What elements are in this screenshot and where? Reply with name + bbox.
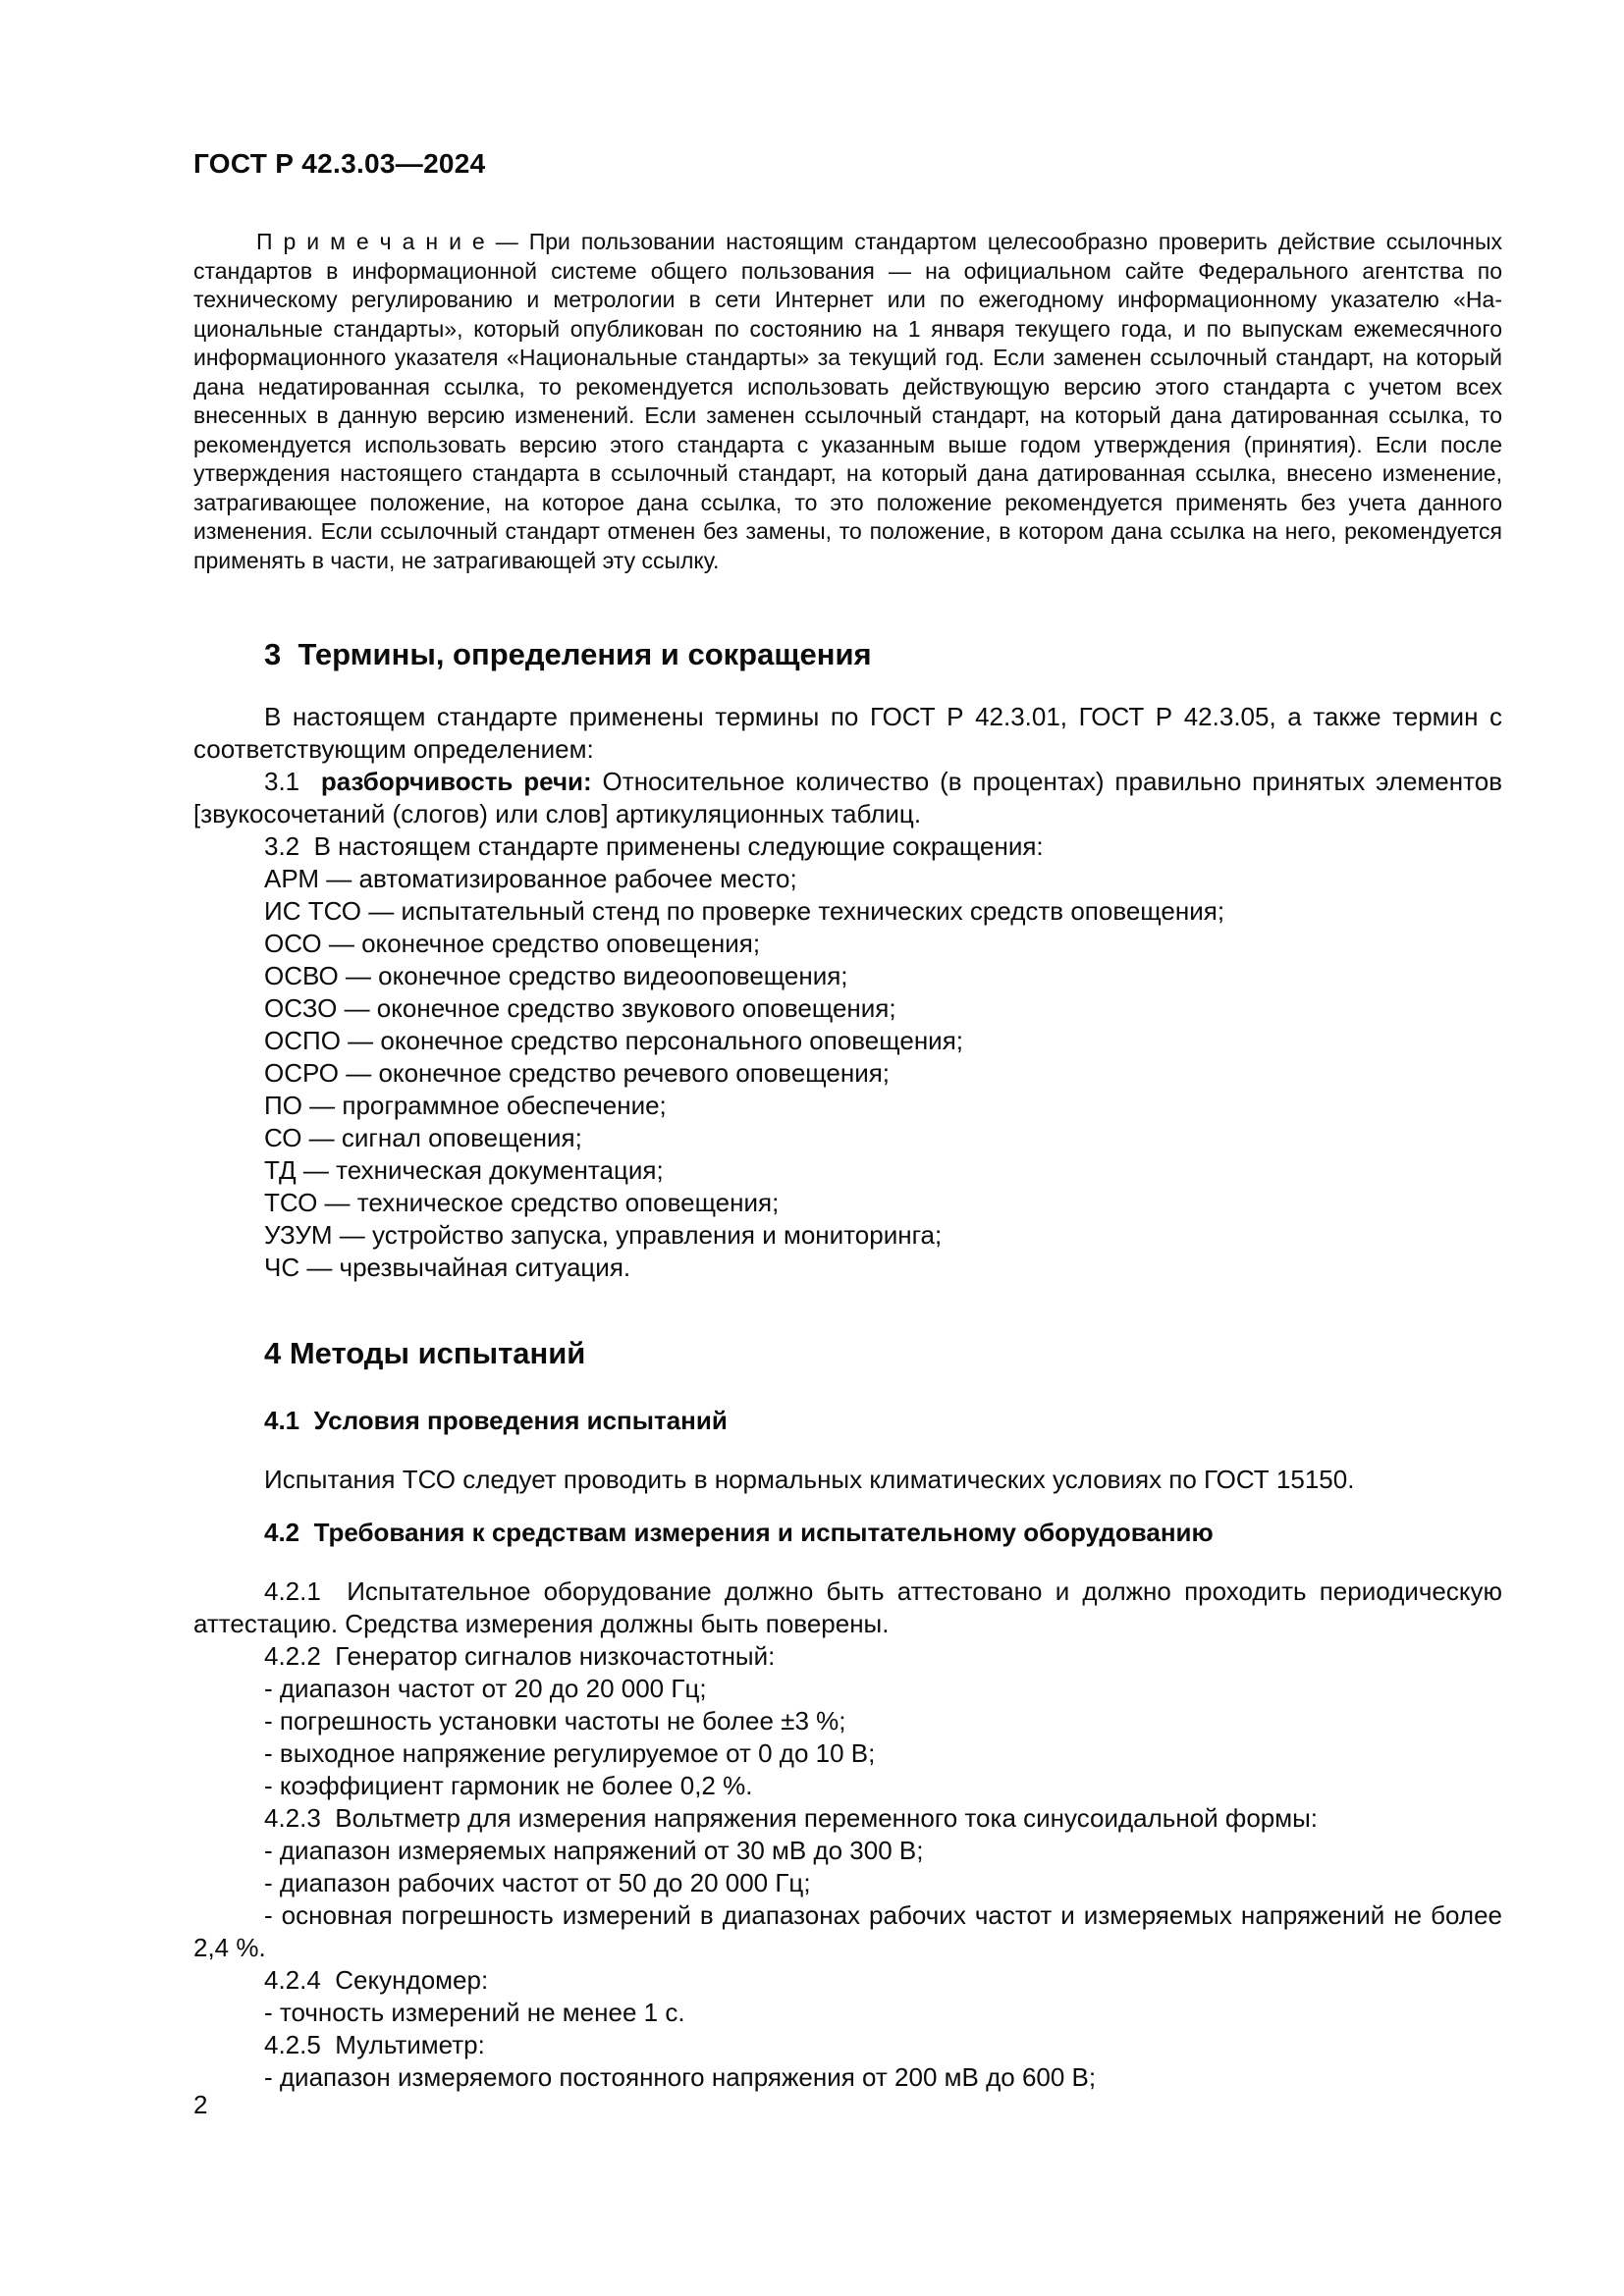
requirement-list-item: - коэффициент гармоник не более 0,2 %. [264, 1771, 753, 1800]
requirement-list-item: - погрешность установки частоты не более ±3 %; [264, 1706, 846, 1735]
section-4-title: 4 Методы испытаний [264, 1336, 586, 1370]
abbreviation-item: ПО — программное обеспечение; [264, 1091, 667, 1120]
term-3-1 [193, 766, 1502, 830]
abbreviation-item: ОСПО — оконечное средство персонального оповещения; [264, 1026, 964, 1055]
note-paragraph [193, 228, 1502, 575]
abbreviation-item: ИС ТСО — испытательный стенд по проверке технических средств оповещения; [264, 896, 1225, 926]
abbreviation-item: ОСЗО — оконечное средство звукового оповещения; [264, 993, 896, 1023]
requirement-list-item: - основная погрешность измерений в диапазонах рабочих частот и измеряемых напряжений не более 2,4 %. [193, 1900, 1502, 1962]
abbreviation-item: ОСРО — оконечное средство речевого оповещения; [264, 1058, 891, 1088]
abbreviation-item: ТД — техническая документация; [264, 1155, 664, 1185]
requirement-list-item: - точность измерений не менее 1 с. [264, 1998, 685, 2027]
requirement-list-item: - выходное напряжение регулируемое от 0 до 10 В; [264, 1738, 876, 1768]
term-definition: Относительное количество (в процентах) правильно принятых элементов [звукосочетаний (слогов) или слов] артикуляционных таблиц. [193, 767, 1503, 828]
requirement-paragraph: 4.2.4 Секундомер: [264, 1965, 489, 1995]
abbreviation-item: АРМ — автоматизированное рабочее место; [264, 864, 797, 893]
requirements-block [193, 1575, 1502, 2094]
test-conditions-text: Испытания ТСО следует проводить в нормальных климатических условиях по ГОСТ 15150. [264, 1465, 1355, 1494]
requirement-list-item: - диапазон рабочих частот от 50 до 20 000 Гц; [264, 1868, 811, 1897]
abbreviation-item: ЧС — чрезвычайная ситуация. [264, 1253, 631, 1282]
abbreviation-item: ТСО — техническое средство оповещения; [264, 1188, 780, 1217]
abbreviation-item: ОСО — оконечное средство оповещения; [264, 929, 761, 958]
note-text: — При пользовании настоящим стандартом целесообразно проверить действие ссылочных стандартов в информационной системе общего пользования — на официальном сайте Федерального агентства по техническому регулированию и метрологии в сети Интернет или по ежегодному информационному указателю «Национальные стандарты», который опубликован по состоянию на 1 января текущего года, и по выпускам ежемесячного информационного указателя «Национальные стандарты» за текущий год. Если заменен ссылочный стандарт, на который дана недатированная ссылка, то рекомендуется использовать действующую версию этого стандарта с учетом всех внесенных в данную версию изменений. Если заменен ссылочный стандарт, на который дана датированная ссылка, то рекомендуется использовать версию этого стандарта с указанным выше годом утверждения (принятия). Если после утверждения настоящего стандарта в ссылочный стандарт, на который дана датированная ссылка, внесено изменение, затрагивающее положение, на которое дана ссылка, то это положение рекомендуется применять без учета данного изменения. Если ссылочный стандарт отменен без замены, то положение, в котором дана ссылка на него, рекомендуется применять в части, не затрагивающей эту ссылку. [193, 229, 1502, 573]
term-number: 3.1 [264, 767, 321, 796]
subsection-4-1-title: 4.1 Условия проведения испытаний [264, 1406, 728, 1435]
requirement-paragraph: 4.2.1 Испытательное оборудование должно быть аттестовано и должно проходить периодическую аттестацию. Средства измерения должны быть поверены. [193, 1576, 1502, 1638]
term-name: разборчивость речи: [320, 767, 592, 796]
abbreviation-item: ОСВО — оконечное средство видеооповещения; [264, 961, 848, 990]
section-3-title: 3 Термины, определения и сокращения [264, 637, 872, 671]
doc-code: ГОСТ Р 42.3.03—2024 [193, 148, 486, 179]
clause-3-2: 3.2 В настоящем стандарте применены следующие сокращения: [264, 831, 1044, 861]
subsection-4-2-title: 4.2 Требования к средствам измерения и испытательному оборудованию [264, 1518, 1214, 1547]
requirement-list-item: - диапазон измеряемого постоянного напряжения от 200 мВ до 600 В; [264, 2062, 1097, 2092]
abbreviation-item: СО — сигнал оповещения; [264, 1123, 582, 1152]
requirement-list-item: - диапазон измеряемых напряжений от 30 мВ до 300 В; [264, 1836, 924, 1865]
requirement-paragraph: 4.2.3 Вольтметр для измерения напряжения переменного тока синусоидальной формы: [264, 1803, 1319, 1833]
abbreviation-item: УЗУМ — устройство запуска, управления и мониторинга; [264, 1220, 943, 1250]
page-number: 2 [193, 2090, 208, 2119]
requirement-paragraph: 4.2.5 Мультиметр: [264, 2030, 485, 2059]
terms-intro: В настоящем стандарте применены термины по ГОСТ Р 42.3.01, ГОСТ Р 42.3.05, а также термин с соответствующим определением: [193, 702, 1502, 764]
note-label: П р и м е ч а н и е [256, 229, 485, 254]
requirement-paragraph: 4.2.2 Генератор сигналов низкочастотный: [264, 1641, 776, 1671]
requirement-list-item: - диапазон частот от 20 до 20 000 Гц; [264, 1674, 707, 1703]
